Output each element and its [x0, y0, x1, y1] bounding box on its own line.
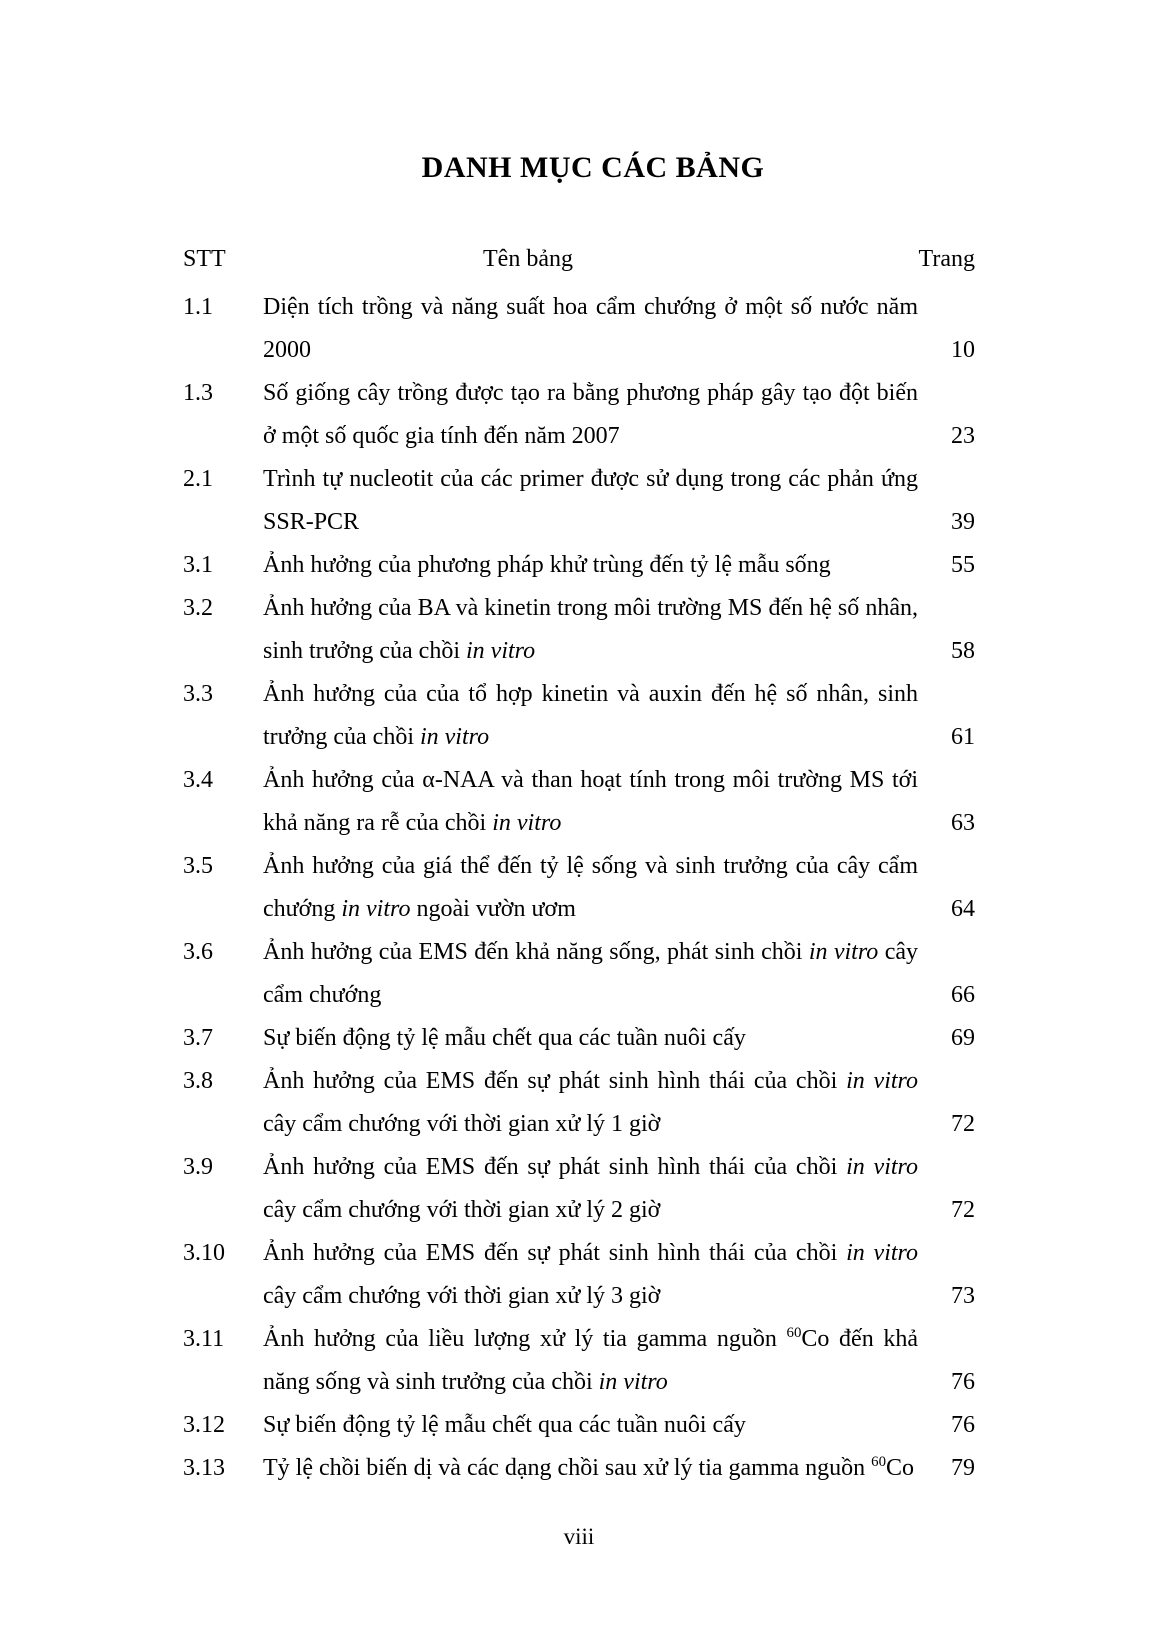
entry-number: 3.11: [183, 1326, 225, 1352]
entry-title-italic-segment: in vitro: [492, 810, 562, 836]
entry-title-text: cây cẩm chướng: [263, 939, 918, 1008]
entry-number: 3.6: [183, 939, 213, 965]
entry-number: 3.8: [183, 1068, 213, 1094]
entry-title: [263, 931, 930, 1017]
entry-title-text: Ảnh hưởng của EMS đến sự phát sinh hình thái của chồi: [263, 1154, 847, 1180]
entry-title-text: cây cẩm chướng với thời gian xử lý 2 giờ: [263, 1197, 661, 1223]
entry-title-italic-segment: in vitro: [846, 1240, 918, 1266]
column-header-page: Trang: [918, 246, 975, 272]
table-entry-row: [183, 1232, 975, 1318]
entry-page-number: 23: [951, 423, 975, 449]
entry-number: 3.4: [183, 767, 213, 793]
entry-title-text: Ảnh hưởng của BA và kinetin trong môi trường MS đến hệ số nhân, sinh trưởng của chồi: [263, 595, 918, 664]
entry-title-text: Số giống cây trồng được tạo ra bằng phương pháp gây tạo đột biến ở một số quốc gia tính đến năm 2007: [263, 380, 918, 449]
entry-title-text: Tỷ lệ chồi biến dị và các dạng chồi sau xử lý tia gamma nguồn: [263, 1455, 872, 1481]
entry-title-italic-segment: in vitro: [598, 1369, 668, 1395]
entry-title-italic-segment: in vitro: [846, 1154, 918, 1180]
entry-title-italic-segment: in vitro: [341, 896, 411, 922]
entry-page-number: 58: [951, 638, 975, 664]
entry-title-text: Co: [886, 1455, 915, 1481]
entry-title: [263, 845, 930, 931]
entry-title: [263, 673, 930, 759]
entry-title-italic-segment: in vitro: [419, 724, 490, 750]
column-header-stt: STT: [183, 246, 226, 272]
entry-number: 3.5: [183, 853, 213, 879]
entry-page-number: 66: [951, 982, 975, 1008]
entry-title: [263, 1060, 930, 1146]
entry-number: 3.10: [183, 1240, 225, 1266]
table-entry-row: [183, 1447, 975, 1490]
entry-number: 1.1: [183, 294, 213, 320]
table-entry-row: [183, 544, 975, 587]
table-entry-row: [183, 931, 975, 1017]
entry-title: [263, 1404, 930, 1447]
entry-title-text: Co đến khả năng sống và sinh trưởng của chồi: [263, 1326, 919, 1395]
table-entry-row: [183, 845, 975, 931]
table-entry-row: [183, 1017, 975, 1060]
entry-title-text: Ảnh hưởng của EMS đến sự phát sinh hình thái của chồi: [263, 1068, 847, 1094]
table-entry-row: [183, 587, 975, 673]
entry-number: 3.1: [183, 552, 213, 578]
entry-title-text: Trình tự nucleotit của các primer được sử dụng trong các phản ứng SSR-PCR: [263, 466, 918, 535]
entry-page-number: 69: [951, 1025, 975, 1051]
entry-title: [263, 372, 930, 458]
entry-title-text: Ảnh hưởng của của tổ hợp kinetin và auxin đến hệ số nhân, sinh trưởng của chồi: [263, 681, 918, 750]
entry-title-text: cây cẩm chướng với thời gian xử lý 3 giờ: [263, 1283, 661, 1309]
entry-title-italic-segment: in vitro: [466, 638, 536, 664]
entry-title-text: Sự biến động tỷ lệ mẫu chết qua các tuần nuôi cấy: [263, 1025, 746, 1051]
table-entry-row: [183, 1146, 975, 1232]
table-entry-row: [183, 286, 975, 372]
entry-title: [263, 1447, 930, 1490]
entry-title-text: Ảnh hưởng của α-NAA và than hoạt tính trong môi trường MS tới khả năng ra rễ của chồi: [263, 767, 918, 836]
entry-page-number: 63: [951, 810, 975, 836]
entry-number: 1.3: [183, 380, 213, 406]
entry-title-italic-segment: in vitro: [846, 1068, 918, 1094]
page-content: [183, 148, 975, 1490]
entry-number: 3.12: [183, 1412, 225, 1438]
entry-page-number: 72: [951, 1111, 975, 1137]
entry-page-number: 10: [951, 337, 975, 363]
entry-number: 3.9: [183, 1154, 213, 1180]
entry-number: 3.3: [183, 681, 213, 707]
entry-page-number: 64: [951, 896, 975, 922]
entry-title: [263, 1232, 930, 1318]
entry-page-number: 61: [951, 724, 975, 750]
page-title: DANH MỤC CÁC BẢNG: [421, 151, 765, 184]
entry-title-text: Diện tích trồng và năng suất hoa cẩm chướng ở một số nước năm 2000: [263, 294, 918, 363]
table-entry-row: [183, 759, 975, 845]
entry-title-text: Sự biến động tỷ lệ mẫu chết qua các tuần nuôi cấy: [263, 1412, 746, 1438]
entry-title-text: ngoài vườn ươm: [410, 896, 576, 922]
entry-page-number: 55: [951, 552, 975, 578]
entry-title: [263, 286, 930, 372]
entry-title-text: Ảnh hưởng của EMS đến khả năng sống, phát sinh chồi: [263, 939, 809, 965]
entry-page-number: 72: [951, 1197, 975, 1223]
entry-title-text: Ảnh hưởng của liều lượng xử lý tia gamma nguồn: [263, 1326, 787, 1352]
entry-page-number: 79: [951, 1455, 975, 1481]
table-entry-row: [183, 1404, 975, 1447]
entry-title: [263, 1146, 930, 1232]
table-entry-row: [183, 458, 975, 544]
entry-title: [263, 759, 930, 845]
entry-page-number: 76: [951, 1369, 975, 1395]
entry-page-number: 39: [951, 509, 975, 535]
entry-title: [263, 587, 930, 673]
page-number-footer: viii: [563, 1524, 595, 1549]
entry-title-text: Ảnh hưởng của giá thể đến tỷ lệ sống và sinh trưởng của cây cẩm chướng: [263, 853, 918, 922]
table-header-row: [183, 238, 975, 281]
entry-title-text: Ảnh hưởng của EMS đến sự phát sinh hình thái của chồi: [263, 1240, 847, 1266]
column-header-table-name: Tên bảng: [483, 246, 573, 272]
entry-title-italic-segment: in vitro: [808, 939, 879, 965]
entry-title-text: Ảnh hưởng của phương pháp khử trùng đến tỷ lệ mẫu sống: [263, 552, 831, 578]
entry-title: [263, 458, 930, 544]
entry-number: 2.1: [183, 466, 213, 492]
entry-title: [263, 1318, 930, 1404]
entry-page-number: 76: [951, 1412, 975, 1438]
table-entry-row: [183, 1318, 975, 1404]
table-entry-row: [183, 1060, 975, 1146]
entry-title: [263, 1017, 930, 1060]
entry-title-superscript: 60: [871, 1454, 887, 1470]
entry-title: [263, 544, 930, 587]
entry-page-number: 73: [951, 1283, 975, 1309]
table-entries-list: [183, 286, 975, 1490]
entry-number: 3.2: [183, 595, 213, 621]
entry-title-superscript: 60: [786, 1325, 802, 1341]
entry-title-text: cây cẩm chướng với thời gian xử lý 1 giờ: [263, 1111, 661, 1137]
entry-number: 3.7: [183, 1025, 213, 1051]
table-entry-row: [183, 673, 975, 759]
entry-number: 3.13: [183, 1455, 225, 1481]
table-entry-row: [183, 372, 975, 458]
